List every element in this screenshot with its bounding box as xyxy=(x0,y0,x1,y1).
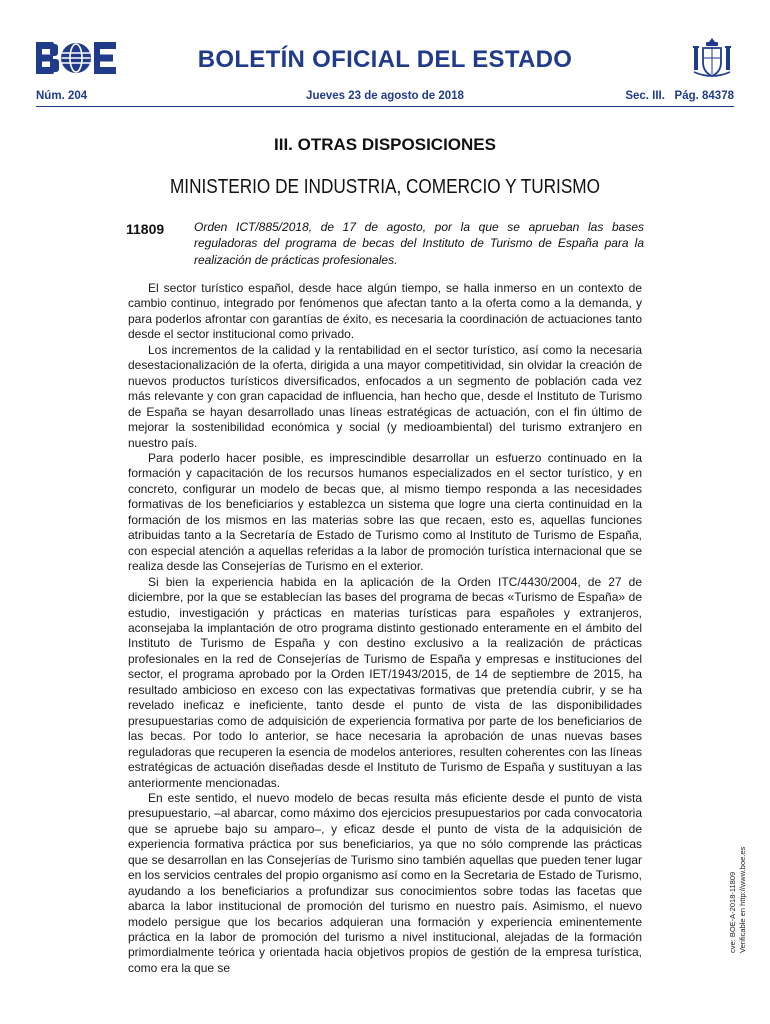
section-page: Sec. III. Pág. 84378 xyxy=(625,90,734,102)
paragraph: Si bien la experiencia habida en la aplicación de la Orden ITC/4430/2004, de 27 de diciembre, por la que se establecían las bases del programa de becas «Turismo de España» de estudio, investigación y prácticas en materias turísticas para españoles y extranjeros, aconsejaba la implantación de otro programa distinto gestionado enteramente en el ámbito del Instituto de Turismo de España y con destino exclusivo a la realización de prácticas profesionales en la red de Consejerías de Turismo de España y empresas e instituciones del sector, el programa aprobado por la Orden IET/1943/2015, de 14 de septiembre de 2015, ha resultado ambicioso en exceso con las expectativas formativas que pretendía cubrir, y se ha revelado ineficaz e ineficiente, tanto desde el punto de vista de las disponibilidades presupuestarias como de adquisición de experiencia formativa por parte de los beneficiarios de las becas. Por todo lo anterior, se hace necesaria la aprobación de unas nuevas bases reguladoras que recuperen la esencia de modelos anteriores, resulten coherentes con las líneas estratégicas de actuación diseñadas desde el Instituto de Turismo de España y sustituyan a las anteriormente mencionadas. xyxy=(128,574,642,790)
header-meta-row xyxy=(36,90,734,106)
ministry-title: MINISTERIO DE INDUSTRIA, COMERCIO Y TURISMO xyxy=(169,176,601,198)
verification-sidebar xyxy=(728,783,748,953)
issue-date: Jueves 23 de agosto de 2018 xyxy=(306,90,464,102)
order-description: Orden ICT/885/2018, de 17 de agosto, por la que se aprueban las bases reguladoras del programa de becas del Instituto de Turismo de España para la realización de prácticas profesionales. xyxy=(194,220,644,267)
document-body xyxy=(128,281,642,976)
paragraph: Para poderlo hacer posible, es imprescindible desarrollar un esfuerzo continuado en la formación y capacitación de los recursos humanos especializados en el sector turístico, y en concreto, configurar un modelo de becas que, al mismo tiempo responda a las necesidades formativas de los beneficiarios y establezca un sistema que logre una cierta continuidad en la formación de los mismos en las materias sobre las que recaen, esto es, aquellas funciones atribuidas tanto a la Secretaría de Estado de Turismo como al Instituto de Turismo de España, con especial atención a aquellas referidas a la labor de promoción turística internacional que se realiza desde las Consejerías de Turismo en el exterior. xyxy=(128,450,642,574)
coat-of-arms-icon xyxy=(690,36,734,80)
paragraph: Los incrementos de la calidad y la rentabilidad en el sector turístico, así como la necesaria desestacionalización de la oferta, dirigida a una mayor competitividad, sin olvidar la creación de nuevos productos turísticos diversificados, enfocados a un segmento de población cada vez más relevante y con gran capacidad de influencia, han hecho que, desde el Instituto de Turismo de España se hayan desarrollado unas líneas estratégicas de actuación, con el fin último de mejorar la sostenibilidad económica y social (y medioambiental) del turismo extranjero en nuestro país. xyxy=(128,342,642,450)
paragraph: El sector turístico español, desde hace algún tiempo, se halla inmerso en un contexto de cambio continuo, integrado por fenómenos que afectan tanto a la oferta como a la demanda, y para poderlos afrontar con garantías de éxito, es necesaria la coordinación de actuaciones tanto desde el sector institucional como privado. xyxy=(128,281,642,342)
publication-title: BOLETÍN OFICIAL DEL ESTADO xyxy=(197,46,573,73)
issue-number: Núm. 204 xyxy=(36,90,88,102)
section-title: III. OTRAS DISPOSICIONES xyxy=(274,135,496,154)
verify-link[interactable]: Verificable en http://www.boe.es xyxy=(738,846,747,953)
order-number: 11809 xyxy=(126,221,165,237)
cve-code: cve: BOE-A-2018-11809 xyxy=(728,871,737,953)
header-divider xyxy=(36,106,734,107)
paragraph: En este sentido, el nuevo modelo de becas resulta más eficiente desde el punto de vista presupuestario, –al abarcar, como máximo dos ejercicios presupuestarios por cada convocatoria que se apruebe bajo su amparo–, y eficaz desde el punto de vista de la adquisición de experiencia formativa práctica por sus beneficiarios, ya que no sólo comprende las prácticas que se desarrollan en las Consejerías de Turismo sino también aquellas que pueden tener lugar en los servicios centrales del propio organismo así como en la Secretaria de Estado de Turismo, ayudando a los beneficiarios a profundizar sus conocimientos sobre todas las facetas que abarca la labor institucional de promoción del turismo en nuestro país. Asimismo, el nuevo modelo persigue que los becarios adquieran una formación y experiencia eminentemente práctica en la labor de promoción del turismo a nivel institucional, alejadas de la formación primordialmente teórica y orientada hacia objetivos propios de gestión de la empresa turística, como era la que se xyxy=(128,790,642,975)
